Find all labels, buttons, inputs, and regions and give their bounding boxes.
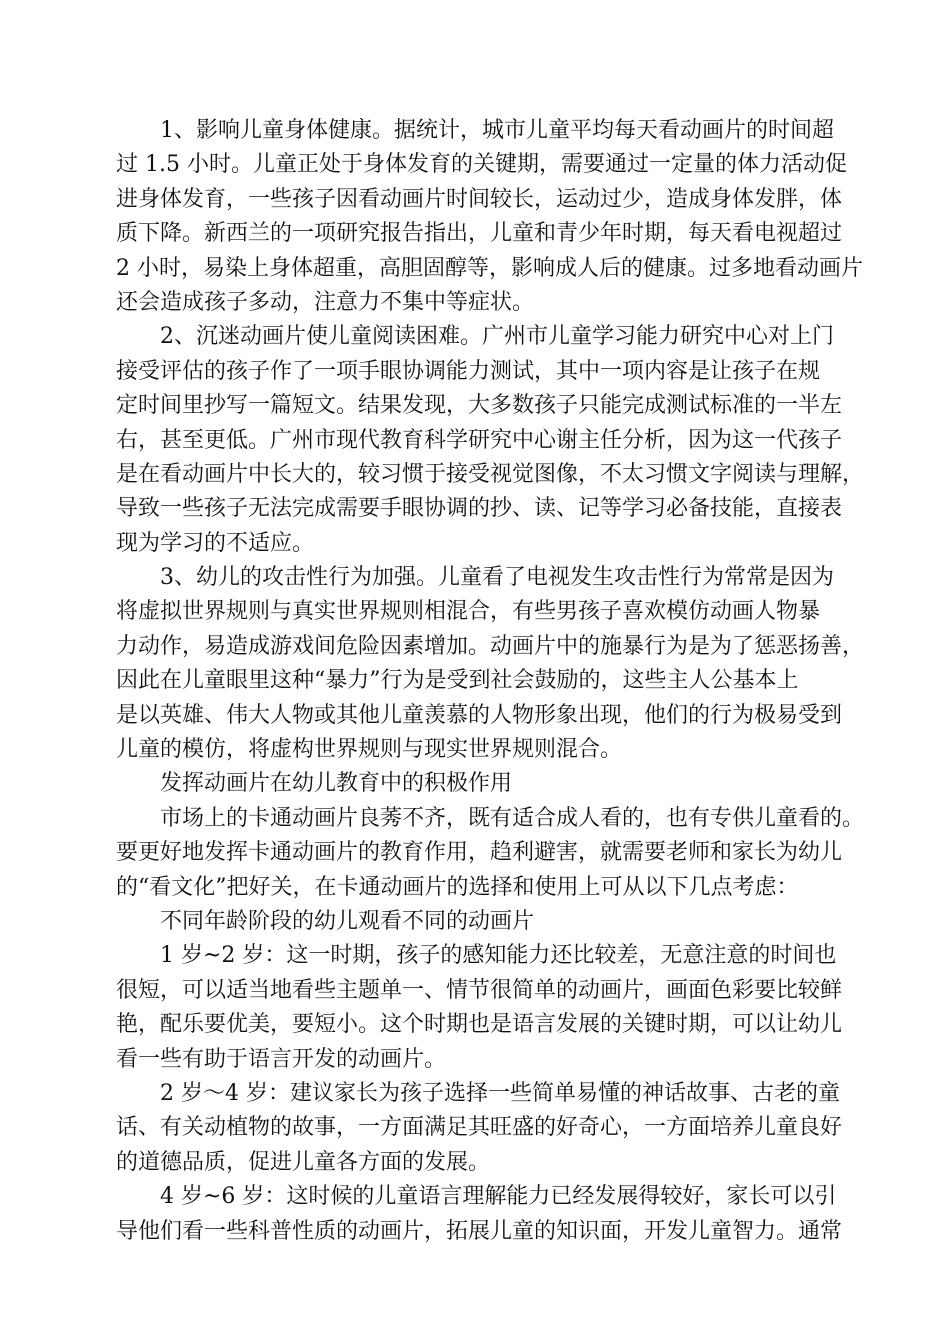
text-line: 很短，可以适当地看些主题单一、情节很简单的动画片，画面色彩要比较鲜 xyxy=(116,977,843,1003)
text-line: 还会造成孩子多动，注意力不集中等症状。 xyxy=(116,289,535,315)
text-line: 进身体发育，一些孩子因看动画片时间较长，运动过少，造成身体发胖，体 xyxy=(116,186,843,212)
text-line: 力动作，易造成游戏间危险因素增加。动画片中的施暴行为是为了惩恶扬善， xyxy=(116,633,865,659)
paragraph-reading xyxy=(116,320,865,561)
text-line: 过 1.5 小时。儿童正处于身体发育的关键期，需要通过一定量的体力活动促 xyxy=(116,152,847,178)
text-line: 的“看文化”把好关，在卡通动画片的选择和使用上可从以下几点考虑： xyxy=(116,874,799,900)
text-line: 的道德品质，促进儿童各方面的发展。 xyxy=(116,1149,491,1175)
section-heading-age-groups xyxy=(116,905,838,939)
paragraph-aggression xyxy=(116,561,865,767)
text-line: 发挥动画片在幼儿教育中的积极作用 xyxy=(160,771,513,797)
paragraph-age-1-2 xyxy=(116,939,843,1077)
section-heading-positive-role xyxy=(116,767,838,801)
text-line: 看一些有助于语言开发的动画片。 xyxy=(116,1046,447,1072)
text-line: 是以英雄、伟大人物或其他儿童羡慕的人物形象出现，他们的行为极易受到 xyxy=(116,702,843,728)
text-line: 艳，配乐要优美，要短小。这个时期也是语言发展的关键时期，可以让幼儿 xyxy=(116,1012,843,1038)
text-line: 要更好地发挥卡通动画片的教育作用，趋利避害，就需要老师和家长为幼儿 xyxy=(116,840,843,866)
text-line: 4 岁~6 岁：这时候的儿童语言理解能力已经发展得较好，家长可以引 xyxy=(160,1184,837,1210)
text-line: 市场上的卡通动画片良莠不齐，既有适合成人看的，也有专供儿童看的。 xyxy=(160,805,865,831)
document-body xyxy=(116,114,865,1249)
text-line: 定时间里抄写一篇短文。结果发现，大多数孩子只能完成测试标准的一半左 xyxy=(116,393,843,419)
text-line: 2、沉迷动画片使儿童阅读困难。广州市儿童学习能力研究中心对上门 xyxy=(160,324,834,350)
text-line: 现为学习的不适应。 xyxy=(116,530,315,556)
text-line: 接受评估的孩子作了一项手眼协调能力测试，其中一项内容是让孩子在规 xyxy=(116,358,821,384)
text-line: 将虚拟世界规则与真实世界规则相混合，有些男孩子喜欢模仿动画人物暴 xyxy=(116,599,821,625)
text-line: 不同年龄阶段的幼儿观看不同的动画片 xyxy=(160,908,535,934)
paragraph-age-2-4 xyxy=(116,1077,843,1180)
paragraph-age-4-6 xyxy=(116,1180,843,1249)
text-line: 导致一些孩子无法完成需要手眼协调的抄、读、记等学习必备技能，直接表 xyxy=(116,496,843,522)
text-line: 因此在儿童眼里这种“暴力”行为是受到社会鼓励的，这些主人公基本上 xyxy=(116,668,799,694)
paragraph-market xyxy=(116,802,865,905)
text-line: 1、影响儿童身体健康。据统计，城市儿童平均每天看动画片的时间超 xyxy=(160,118,834,143)
text-line: 3、幼儿的攻击性行为加强。儿童看了电视发生攻击性行为常常是因为 xyxy=(160,565,834,591)
text-line: 右，甚至更低。广州市现代教育科学研究中心谢主任分析，因为这一代孩子 xyxy=(116,427,843,453)
text-line: 儿童的模仿，将虚构世界规则与现实世界规则混合。 xyxy=(116,737,623,763)
text-line: 1 岁~2 岁：这一时期，孩子的感知能力还比较差，无意注意的时间也 xyxy=(160,943,837,969)
text-line: 话、有关动植物的故事，一方面满足其旺盛的好奇心，一方面培养儿童良好 xyxy=(116,1115,843,1141)
paragraph-health xyxy=(116,114,863,320)
text-line: 是在看动画片中长大的，较习惯于接受视觉图像，不太习惯文字阅读与理解， xyxy=(116,461,865,487)
text-line: 质下降。新西兰的一项研究报告指出，儿童和青少年时期，每天看电视超过 xyxy=(116,221,843,247)
text-line: 2 小时，易染上身体超重，高胆固醇等，影响成人后的健康。过多地看动画片 xyxy=(116,255,863,281)
text-line: 2 岁～4 岁：建议家长为孩子选择一些简单易懂的神话故事、古老的童 xyxy=(160,1080,840,1106)
text-line: 导他们看一些科普性质的动画片，拓展儿童的知识面，开发儿童智力。通常 xyxy=(116,1218,843,1244)
